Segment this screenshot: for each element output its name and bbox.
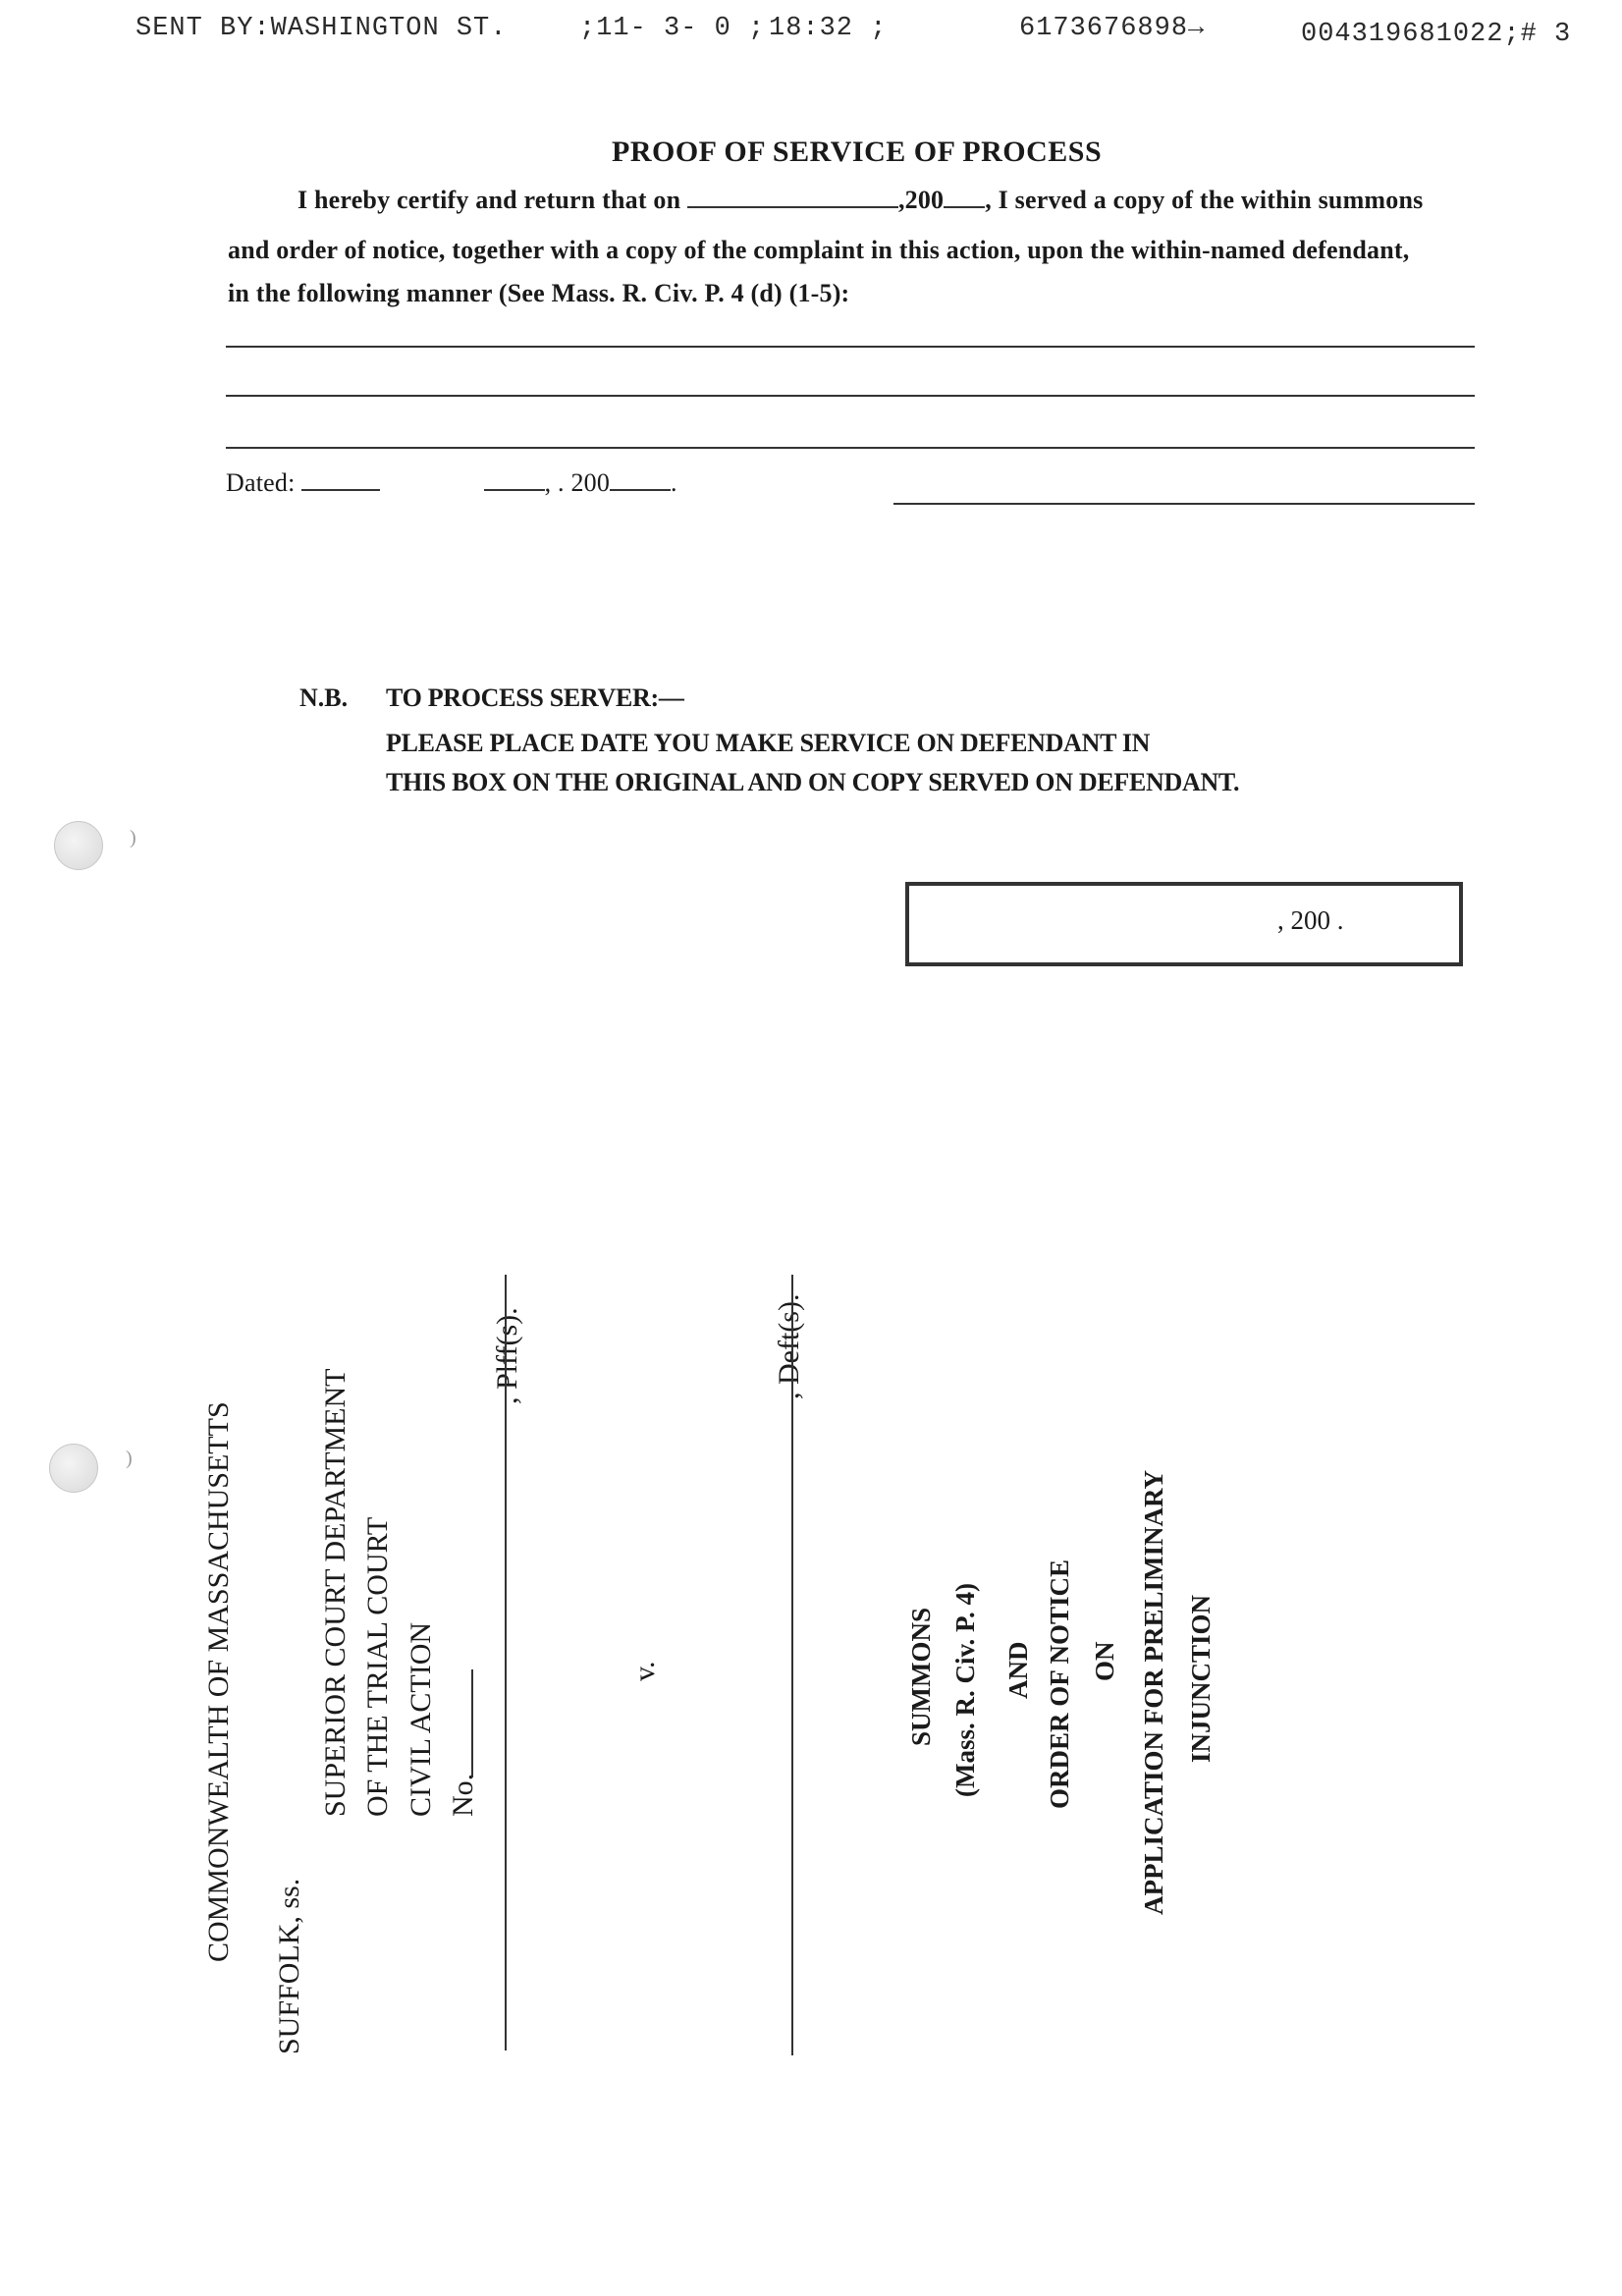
service-date-box[interactable] — [905, 882, 1463, 966]
proof-line-1-year: ,200 — [897, 186, 945, 214]
summons-line-6: APPLICATION FOR PRELIMINARY — [1139, 1469, 1168, 1915]
proof-line-3: in the following manner (See Mass. R. Civ. P. 4 (d) (1-5): — [228, 279, 850, 307]
signature-line — [893, 503, 1475, 505]
versus-label: v. — [628, 1661, 661, 1681]
summons-line-2: (Mass. R. Civ. P. 4) — [950, 1582, 980, 1797]
manner-line-3 — [226, 447, 1475, 449]
hole-punch-top-mark: ) — [130, 827, 136, 848]
service-date-box-text: , 200 . — [1277, 905, 1344, 935]
case-number-blank — [471, 1669, 473, 1777]
hole-punch-bottom-mark: ) — [126, 1448, 133, 1469]
proof-line-1 — [297, 185, 1423, 215]
nb-label: N.B. — [299, 683, 349, 712]
defendant-blank — [791, 1275, 793, 2055]
plaintiff-label: , Plff(s). — [491, 1307, 523, 1404]
fax-to-number: 004319681022;# 3 — [1301, 20, 1572, 49]
notice-line-3: THIS BOX ON THE ORIGINAL AND ON COPY SERVED ON DEFENDANT. — [386, 768, 1240, 796]
dated-year-blank — [610, 467, 671, 491]
commonwealth-heading: COMMONWEALTH OF MASSACHUSETTS — [202, 1401, 235, 1962]
summons-line-3: AND — [1003, 1641, 1033, 1699]
manner-line-2 — [226, 395, 1475, 397]
hole-punch-top — [54, 821, 103, 870]
proof-line-1-end: , I served a copy of the within summons — [985, 186, 1424, 214]
fax-time: 18:32 ; — [769, 14, 888, 43]
dated-month-blank — [301, 467, 380, 491]
dated-year: 200 — [570, 468, 611, 497]
summons-line-1: SUMMONS — [906, 1608, 936, 1746]
defendant-label: , Deft(s). — [773, 1293, 805, 1399]
notice-line-2: PLEASE PLACE DATE YOU MAKE SERVICE ON DEFENDANT IN — [386, 729, 1151, 757]
manner-line-1 — [226, 346, 1475, 348]
notice-line-1: TO PROCESS SERVER:— — [386, 683, 684, 712]
court-line-3: CIVIL ACTION — [405, 1621, 437, 1817]
summons-line-5: ON — [1090, 1641, 1119, 1681]
dated-day-blank — [484, 467, 545, 491]
county-label: SUFFOLK, ss. — [273, 1878, 305, 2054]
plaintiff-blank — [505, 1275, 507, 2050]
fax-sender: SENT BY:WASHINGTON ST. — [135, 14, 508, 43]
fax-date: ;11- 3- 0 ; — [579, 14, 766, 43]
proof-line-2: and order of notice, together with a copy of the complaint in this action, upon the within-named defendant, — [228, 236, 1410, 264]
service-year-blank — [944, 185, 985, 208]
summons-line-4: ORDER OF NOTICE — [1045, 1558, 1074, 1809]
service-date-blank — [687, 185, 898, 208]
court-line-1: SUPERIOR COURT DEPARTMENT — [319, 1368, 351, 1817]
dated-row: Dated: , . 200 . — [226, 468, 677, 497]
proof-title: PROOF OF SERVICE OF PROCESS — [612, 136, 1103, 168]
court-line-2: OF THE TRIAL COURT — [361, 1516, 394, 1817]
case-number-label: No. — [447, 1773, 479, 1817]
summons-line-7: INJUNCTION — [1186, 1594, 1216, 1763]
dated-label: Dated: — [226, 468, 296, 497]
hole-punch-bottom — [49, 1444, 98, 1493]
fax-from-number: 6173676898→ — [1019, 14, 1206, 43]
proof-line-1-start: I hereby certify and return that on — [297, 186, 681, 214]
